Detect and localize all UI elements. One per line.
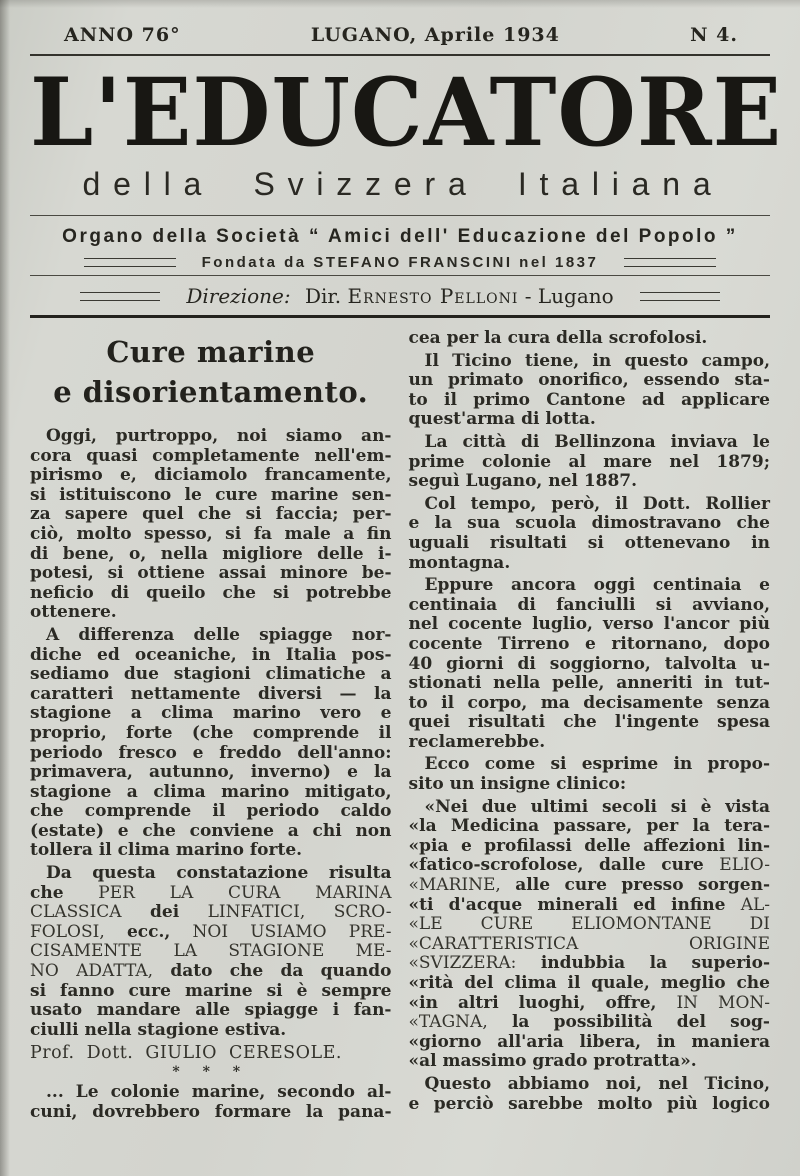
text-line: cora quasi completamente nell'em- bbox=[30, 445, 392, 466]
issue-place-date: LUGANO, Aprile 1934 bbox=[310, 24, 560, 46]
text-line: «pia e profilassi delle affezioni lin- bbox=[408, 835, 770, 856]
text-line: «la Medicina passare, per la tera- bbox=[408, 816, 770, 837]
text-line: «SVIZZERA: indubbia la superio- bbox=[408, 953, 770, 974]
text-line: nel cocente luglio, verso l'ancor più bbox=[408, 614, 770, 635]
text-line: Questo abbiamo noi, nel Ticino, bbox=[424, 1073, 770, 1094]
text-line: «in altri luoghi, offre, IN MON- bbox=[408, 992, 770, 1013]
text-line: «TAGNA, la possibilità del sog- bbox=[408, 1012, 770, 1033]
direction-place: - Lugano bbox=[524, 284, 614, 308]
paragraph bbox=[409, 798, 771, 1072]
text-line: Col tempo, però, il Dott. Rollier bbox=[424, 493, 770, 514]
article-body bbox=[30, 329, 770, 1126]
text-line: pirismo e, diciamolo francamente, bbox=[30, 465, 392, 486]
text-line: ... Le colonie marine, secondo al- bbox=[46, 1082, 392, 1103]
director-name: Ernesto Pelloni bbox=[347, 284, 519, 308]
text-line: che comprende il periodo caldo bbox=[30, 801, 392, 822]
text-line: stagione a clima marino mitigato, bbox=[30, 781, 392, 802]
text-line: La città di Bellinzona inviava le bbox=[424, 431, 770, 452]
text-line: cuni, dovrebbero formare la pana- bbox=[30, 1102, 392, 1122]
text-line: «MARINE, alle cure presso sorgen- bbox=[408, 875, 770, 896]
text-line: Oggi, purtroppo, noi siamo an- bbox=[46, 426, 392, 446]
text-line: «giorno all'aria libera, in maniera bbox=[408, 1031, 770, 1052]
text-line: «fatico-scrofolose, dalle cure ELIO- bbox=[408, 855, 770, 876]
paragraph bbox=[30, 864, 392, 1040]
text-line: e perciò sarebbe molto più logico bbox=[408, 1093, 770, 1114]
paragraph bbox=[409, 1075, 771, 1114]
article-column-left bbox=[30, 329, 392, 1126]
text-line: Ecco come si esprime in propo- bbox=[424, 754, 770, 775]
founded-rule bbox=[30, 275, 770, 276]
paragraph bbox=[409, 329, 771, 349]
text-line: primavera, autunno, inverno) e la bbox=[30, 762, 392, 783]
paragraph bbox=[30, 427, 392, 623]
text-line: to il primo Cantone ad applicare bbox=[408, 389, 770, 410]
paragraph bbox=[409, 576, 771, 752]
text-line: si istituiscono le cure marine sen- bbox=[30, 484, 392, 505]
decorative-double-rule bbox=[84, 258, 176, 267]
text-line: Da questa constatazione risulta bbox=[46, 863, 392, 884]
text-line: «CARATTERISTICA ORIGINE bbox=[408, 933, 770, 954]
text-line: tollera il clima marino forte. bbox=[30, 840, 303, 861]
text-line: ciulli nella stagione estiva. bbox=[30, 1019, 287, 1040]
text-line: stionati nella pelle, anneriti in tut- bbox=[408, 673, 770, 694]
text-line: Il Ticino tiene, in questo campo, bbox=[424, 350, 770, 371]
text-line: sito un insigne clinico: bbox=[408, 774, 627, 795]
article-title: Cure marine e disorientamento. bbox=[53, 335, 369, 409]
decorative-double-rule bbox=[80, 292, 160, 301]
text-line: di bene, o, nella migliore delle i- bbox=[30, 543, 392, 564]
text-line: centinaia di fanciulli si avviano, bbox=[408, 594, 770, 615]
direction-line bbox=[186, 284, 613, 308]
text-line: si fanno cure marine si è sempre bbox=[30, 980, 392, 1001]
text-line: stagione a clima marino vero e bbox=[30, 703, 392, 724]
text-line: CISAMENTE LA STAGIONE ME- bbox=[30, 941, 392, 962]
text-line: seguì Lugano, nel 1887. bbox=[408, 471, 638, 492]
paragraph bbox=[409, 352, 771, 430]
text-line: sediamo due stagioni climatiche a bbox=[30, 664, 392, 685]
decorative-double-rule bbox=[624, 258, 716, 267]
text-line: A differenza delle spiagge nor- bbox=[46, 624, 392, 645]
text-line: usato mandare alle spiagge i fan- bbox=[30, 1000, 392, 1021]
text-line: potesi, si ottiene assai minore be- bbox=[30, 563, 392, 584]
text-line: «al massimo grado protratta». bbox=[408, 1051, 697, 1072]
paragraph bbox=[30, 1083, 392, 1122]
masthead-title: L'EDUCATORE bbox=[30, 57, 783, 168]
text-line: neficio di queilo che si potrebbe bbox=[30, 582, 392, 603]
text-line: montagna. bbox=[408, 552, 511, 573]
founded-line: Fondata da STEFANO FRANSCINI nel 1837 bbox=[201, 254, 599, 271]
text-line: ottenere. bbox=[30, 602, 117, 623]
text-line: periodo fresco e freddo dell'anno: bbox=[30, 742, 392, 763]
text-line: un primato onorifico, essendo sta- bbox=[408, 370, 770, 391]
text-line: proprio, forte (che comprende il bbox=[30, 722, 392, 743]
text-line: «rità del clima il quale, meglio che bbox=[408, 973, 770, 993]
text-line: NO ADATTA, dato che da quando bbox=[30, 961, 392, 982]
issue-year: ANNO 76° bbox=[64, 24, 181, 46]
text-line: to il corpo, ma decisamente senza bbox=[408, 692, 770, 713]
text-line: caratteri nettamente diversi — la bbox=[30, 683, 392, 704]
organ-line: Organo della Società “ Amici dell' Educazione del Popolo ” bbox=[62, 226, 738, 247]
text-line: ciò, molto spesso, si fa male a fin bbox=[30, 523, 392, 544]
direction-label: Direzione: bbox=[186, 284, 291, 308]
direction-row bbox=[30, 284, 770, 308]
text-line: «ti d'acque minerali ed infine AL- bbox=[408, 894, 770, 915]
direction-prefix: Dir. bbox=[304, 284, 342, 308]
issue-header bbox=[30, 24, 770, 46]
subtitle-rule bbox=[30, 215, 770, 216]
text-line: 40 giorni di soggiorno, talvolta u- bbox=[408, 653, 770, 674]
header-rule bbox=[30, 54, 770, 56]
text-line: uguali risultati si ottenevano in bbox=[408, 532, 770, 553]
masthead-subtitle: della Svizzera Italiana bbox=[82, 166, 724, 202]
paragraph bbox=[409, 433, 771, 492]
text-line: e la sua scuola dimostravano che bbox=[408, 513, 770, 534]
text-line: quest'arma di lotta. bbox=[408, 409, 596, 430]
text-line: za sapere quel che si faccia; per- bbox=[30, 504, 392, 525]
text-line: «Nei due ultimi secoli si è vista bbox=[424, 796, 770, 817]
text-line: che PER LA CURA MARINA bbox=[30, 882, 392, 903]
author-signature: Prof. Dott. GIULIO CERESOLE. bbox=[30, 1043, 342, 1064]
text-line: (estate) e che conviene a chi non bbox=[30, 820, 392, 841]
text-line: prime colonie al mare nel 1879; bbox=[408, 451, 770, 472]
text-line: cea per la cura della scrofolosi. bbox=[408, 328, 708, 348]
paragraph bbox=[409, 495, 771, 573]
text-line: cocente Tirreno e ritornano, dopo bbox=[408, 633, 770, 654]
text-line: «LE CURE ELIOMONTANE DI bbox=[408, 914, 771, 935]
paragraph bbox=[409, 755, 771, 794]
text-line: reclamerebbe. bbox=[408, 731, 546, 752]
text-line: CLASSICA dei LINFATICI, SCRO- bbox=[30, 902, 392, 923]
text-line: quei risultati che l'ingente spesa bbox=[408, 712, 770, 733]
issue-number: N 4. bbox=[690, 24, 738, 46]
text-line: FOLOSI, ecc., NOI USIAMO PRE- bbox=[30, 921, 392, 942]
paragraph bbox=[30, 626, 392, 861]
text-line: diche ed oceaniche, in Italia pos- bbox=[30, 644, 392, 665]
article-column-right bbox=[409, 329, 771, 1126]
section-separator: * * * bbox=[172, 1064, 250, 1081]
founded-row bbox=[30, 254, 770, 271]
text-line: Eppure ancora oggi centinaia e bbox=[424, 575, 770, 596]
masthead-bottom-rule bbox=[30, 315, 770, 318]
decorative-double-rule bbox=[640, 292, 720, 301]
